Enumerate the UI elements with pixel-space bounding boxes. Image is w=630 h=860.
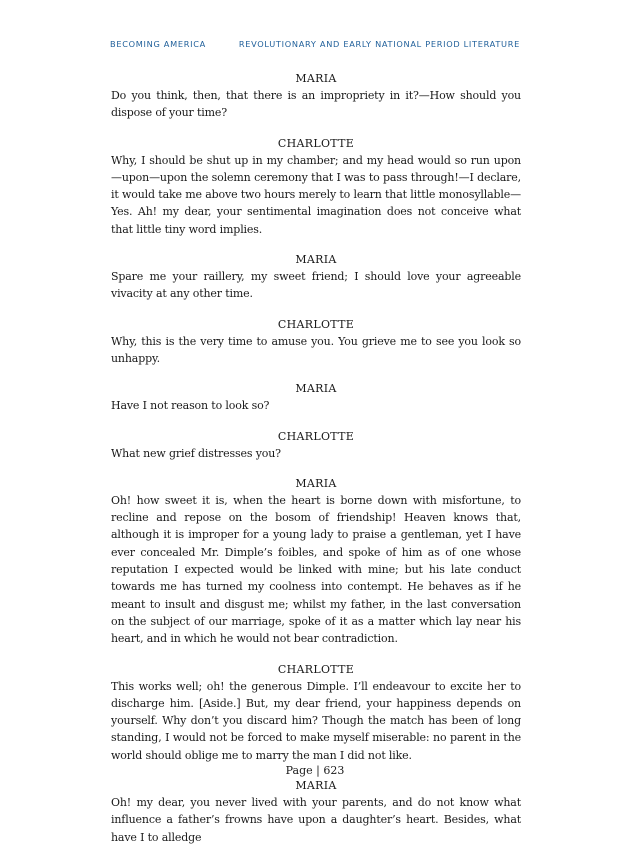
speaker-name: MARIA (295, 72, 337, 85)
speaker-name: CHARLOTTE (277, 136, 355, 150)
dialogue-block (111, 381, 521, 414)
speech-text: What new grief distresses you? (111, 446, 281, 460)
dialogue-block (111, 71, 521, 122)
running-header (110, 39, 520, 49)
speaker-name: CHARLOTTE (277, 662, 355, 676)
dialogue-block (111, 252, 521, 303)
dialogue-block (111, 662, 521, 764)
header-section-title: REVOLUTIONARY AND EARLY NATIONAL PERIOD LITERATURE (238, 39, 520, 49)
speaker-name: CHARLOTTE (277, 429, 355, 443)
speaker-name: MARIA (295, 382, 337, 396)
speech-text: Oh! how sweet it is, when the heart is borne down with misfortune, to recline and repose on the bosom of friendship! Heaven knows that, although it is improper for a young lady to praise a gentleman, yet I have ever concealed Mr. Dimple’s foibles, and spoke of him as of one whose reputation I expected would be linked with mine; but his late conduct towards me has turned my coolness into contempt. He behaves as if he meant to insult and disgust me; whilst my father, in the last conversation on the subject of our marriage, spoke of it as a matter which lay near his heart, and in which he would not bear contradiction. (111, 493, 521, 646)
speaker-name: MARIA (295, 476, 337, 490)
speech-text: Spare me your raillery, my sweet friend; I should love your agreeable vivacity at any other time. (111, 270, 521, 301)
speech-text: Why, I should be shut up in my chamber; and my head would so run upon—upon—upon the solemn ceremony that I was to pass through!—I declare, it would take me above two hours merely to learn that little monosyllable—Yes. Ah! my dear, your sentimental imagination does not conceive what that little tiny word implies. (111, 153, 521, 236)
speech-text: Why, this is the very time to amuse you. You grieve me to see you look so unhappy. (111, 334, 521, 365)
dialogue-block (111, 136, 521, 238)
speech-text: This works well; oh! the generous Dimple. I’ll endeavour to excite her to discharge him. [Aside.] But, my dear friend, your happiness depends on yourself. Why don’t you discard him? Though the match has been of long standing, I would not be forced to make myself miserable: no parent in the world should oblige me to marry the man I did not like. (111, 679, 521, 762)
speaker-name: CHARLOTTE (277, 317, 355, 331)
speech-text: Do you think, then, that there is an impropriety in it?—How should you dispose of your time? (111, 89, 521, 120)
speech-text: Have I not reason to look so? (111, 399, 270, 413)
speech-text: Oh! my dear, you never lived with your parents, and do not know what influence a father’s frowns have upon a daughter’s heart. Besides, what have I to alledge (111, 796, 521, 844)
page-number: Page | 623 (285, 764, 345, 777)
speaker-name: MARIA (295, 779, 337, 793)
play-text (111, 71, 521, 860)
dialogue-block (111, 429, 521, 462)
header-book-title: BECOMING AMERICA (110, 39, 206, 49)
dialogue-block (111, 476, 521, 648)
speaker-name: MARIA (295, 253, 337, 267)
dialogue-block (111, 778, 521, 846)
dialogue-block (111, 317, 521, 368)
